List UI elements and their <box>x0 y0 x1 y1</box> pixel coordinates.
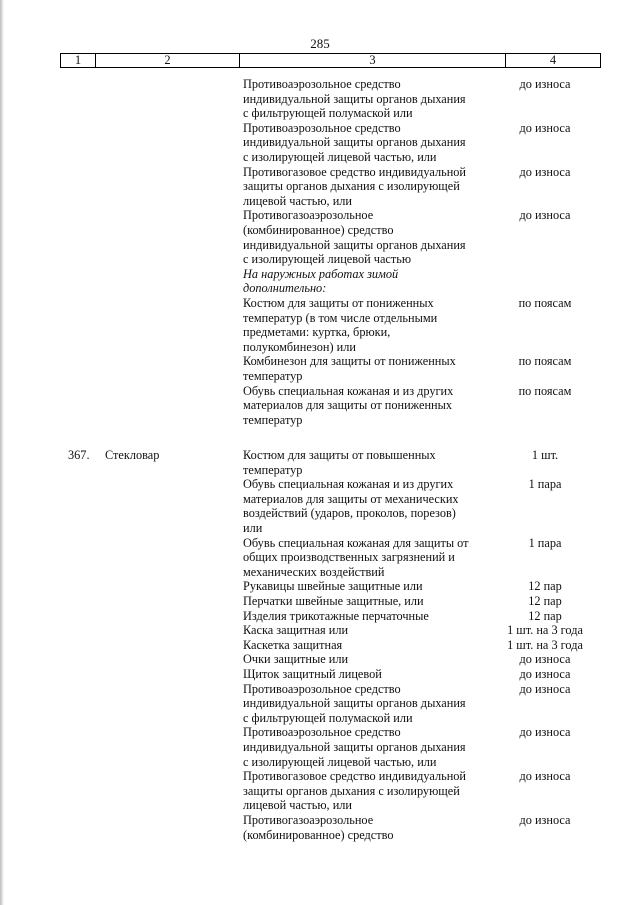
ppe-item-line: Противоаэрозольное средство <box>243 681 401 696</box>
ppe-item-norm: до износа <box>519 208 571 223</box>
ppe-item-name <box>243 477 488 535</box>
ppe-item <box>0 477 640 535</box>
ppe-item-name <box>243 652 488 667</box>
column-header-2: 2 <box>96 54 240 68</box>
ppe-item-line: Противогазоаэрозольное <box>243 812 374 827</box>
ppe-item-line: с изолирующей лицевой частью <box>243 252 412 267</box>
ppe-item-norm: 1 пара <box>528 477 562 492</box>
ppe-item-norm: 12 пар <box>528 579 562 594</box>
continued-items-block <box>0 77 640 427</box>
column-header-1: 1 <box>61 54 96 68</box>
ppe-item-name <box>243 121 488 165</box>
ppe-item-norm: 1 шт. на 3 года <box>507 637 583 652</box>
ppe-item-norm: по поясам <box>518 354 572 369</box>
ppe-item-norm: до износа <box>519 666 571 681</box>
ppe-item-name <box>243 725 488 769</box>
ppe-item-line: Обувь специальная кожаная и из других <box>243 477 454 492</box>
ppe-item-name <box>243 354 488 383</box>
ppe-item <box>0 682 640 726</box>
ppe-item-name <box>243 384 488 428</box>
ppe-item <box>0 638 640 653</box>
ppe-item-norm: до износа <box>519 120 571 135</box>
ppe-item <box>0 725 640 769</box>
ppe-item-line: с изолирующей лицевой частью, или <box>243 149 437 164</box>
ppe-item-line: Изделия трикотажные перчаточные <box>243 608 429 623</box>
ppe-item-line: индивидуальной защиты органов дыхания <box>243 237 466 252</box>
ppe-item-name <box>243 769 488 813</box>
column-header-row <box>60 53 601 68</box>
ppe-item-line: (комбинированное) средство <box>243 827 394 842</box>
ppe-item-norm: до износа <box>519 77 571 91</box>
ppe-item-line: механических воздействий <box>243 564 385 579</box>
ppe-item-norm: по поясам <box>518 383 572 398</box>
ppe-item-line: лицевой частью, или <box>243 193 352 208</box>
ppe-item-norm: 1 шт. <box>531 448 559 462</box>
ppe-item-line: Противогазовое средство индивидуальной <box>243 164 467 179</box>
ppe-item <box>0 536 640 580</box>
ppe-item-line: индивидуальной защиты органов дыхания <box>243 739 466 754</box>
profession-367-block <box>0 448 640 842</box>
section-note <box>243 267 488 296</box>
ppe-item-line: материалов для защиты от механических <box>243 491 459 506</box>
ppe-item <box>0 165 640 209</box>
ppe-item-line: Рукавицы швейные защитные или <box>243 579 423 594</box>
ppe-item-line: воздействий (ударов, проколов, порезов) <box>243 506 456 521</box>
ppe-item-norm: 12 пар <box>528 608 562 623</box>
ppe-item <box>0 354 640 383</box>
ppe-item-norm: до износа <box>519 725 571 740</box>
ppe-item-name <box>243 594 488 609</box>
ppe-item-line: Щиток защитный лицевой <box>243 666 382 681</box>
ppe-item <box>0 813 640 842</box>
ppe-item-line: Очки защитные или <box>243 652 349 667</box>
ppe-item-name <box>243 609 488 624</box>
ppe-item <box>0 623 640 638</box>
ppe-item-name <box>243 165 488 209</box>
ppe-item-norm: до износа <box>519 681 571 696</box>
ppe-item <box>0 609 640 624</box>
ppe-item-line: или <box>243 520 263 535</box>
ppe-item <box>0 579 640 594</box>
ppe-item-name <box>243 638 488 653</box>
ppe-item-name <box>243 536 488 580</box>
ppe-item-line: индивидуальной защиты органов дыхания <box>243 696 466 711</box>
ppe-item-line: с фильтрующей полумаской или <box>243 106 413 121</box>
ppe-item-name <box>243 296 488 354</box>
ppe-item <box>0 77 640 121</box>
ppe-item-line: лицевой частью, или <box>243 798 352 813</box>
ppe-item-line: Противогазовое средство индивидуальной <box>243 769 467 784</box>
ppe-item-line: дополнительно: <box>243 281 327 296</box>
column-header-4: 4 <box>506 54 601 68</box>
column-header-3: 3 <box>240 54 506 68</box>
ppe-item-line: Противоаэрозольное средство <box>243 725 401 740</box>
ppe-item-name <box>243 813 488 842</box>
ppe-item-line: Обувь специальная кожаная и из других <box>243 383 454 398</box>
ppe-item-line: На наружных работах зимой <box>243 266 399 281</box>
ppe-item-norm: 1 шт. на 3 года <box>507 623 583 638</box>
ppe-item-norm: до износа <box>519 652 571 667</box>
profession-name: Стекловар <box>105 448 160 462</box>
ppe-item-line: температур <box>243 412 303 427</box>
ppe-item-line: Костюм для защиты от пониженных <box>243 295 434 310</box>
ppe-item-name <box>243 623 488 638</box>
ppe-item-name <box>243 208 488 266</box>
ppe-item-name <box>243 579 488 594</box>
ppe-item <box>0 667 640 682</box>
ppe-item-line: предметами: куртка, брюки, <box>243 325 391 340</box>
ppe-item-line: температур <box>243 368 303 383</box>
ppe-item <box>0 448 640 477</box>
ppe-item-line: Каскетка защитная <box>243 637 343 652</box>
ppe-item-line: полукомбинезон) или <box>243 339 356 354</box>
ppe-item-line: температур (в том числе отдельными <box>243 310 438 325</box>
ppe-item-line: индивидуальной защиты органов дыхания <box>243 135 466 150</box>
ppe-item-line: Обувь специальная кожаная для защиты от <box>243 535 469 550</box>
ppe-item-line: общих производственных загрязнений и <box>243 550 455 565</box>
ppe-item-line: защиты органов дыхания с изолирующей <box>243 179 460 194</box>
ppe-item-line: Противоаэрозольное средство <box>243 77 401 91</box>
ppe-item <box>0 208 640 266</box>
ppe-item-norm: 12 пар <box>528 593 562 608</box>
ppe-item-line: Перчатки швейные защитные, или <box>243 593 424 608</box>
ppe-item-line: Противогазоаэрозольное <box>243 208 374 223</box>
ppe-item-norm: до износа <box>519 164 571 179</box>
ppe-item <box>0 267 640 296</box>
ppe-item <box>0 296 640 354</box>
ppe-item-line: Костюм для защиты от повышенных <box>243 448 436 462</box>
profession-number: 367. <box>68 448 90 462</box>
ppe-item-name <box>243 682 488 726</box>
ppe-item-line: с фильтрующей полумаской или <box>243 710 413 725</box>
ppe-item-name <box>243 448 488 477</box>
ppe-item-norm: до износа <box>519 812 571 827</box>
ppe-item-line: Противоаэрозольное средство <box>243 120 401 135</box>
ppe-item-line: температур <box>243 462 303 477</box>
ppe-item-norm: 1 пара <box>528 535 562 550</box>
page-number: 285 <box>310 36 330 51</box>
ppe-item-line: Каска защитная или <box>243 623 349 638</box>
ppe-item-line: Комбинезон для защиты от пониженных <box>243 354 456 369</box>
ppe-item-line: с изолирующей лицевой частью, или <box>243 754 437 769</box>
ppe-item-name <box>243 77 488 121</box>
ppe-item <box>0 121 640 165</box>
ppe-item-name <box>243 667 488 682</box>
ppe-item-line: индивидуальной защиты органов дыхания <box>243 91 466 106</box>
ppe-item-norm: до износа <box>519 769 571 784</box>
ppe-item-line: защиты органов дыхания с изолирующей <box>243 783 460 798</box>
ppe-item <box>0 769 640 813</box>
ppe-item-norm: по поясам <box>518 295 572 310</box>
ppe-item <box>0 652 640 667</box>
ppe-item <box>0 594 640 609</box>
ppe-item-line: материалов для защиты от пониженных <box>243 398 453 413</box>
ppe-item <box>0 384 640 428</box>
ppe-item-line: (комбинированное) средство <box>243 222 394 237</box>
